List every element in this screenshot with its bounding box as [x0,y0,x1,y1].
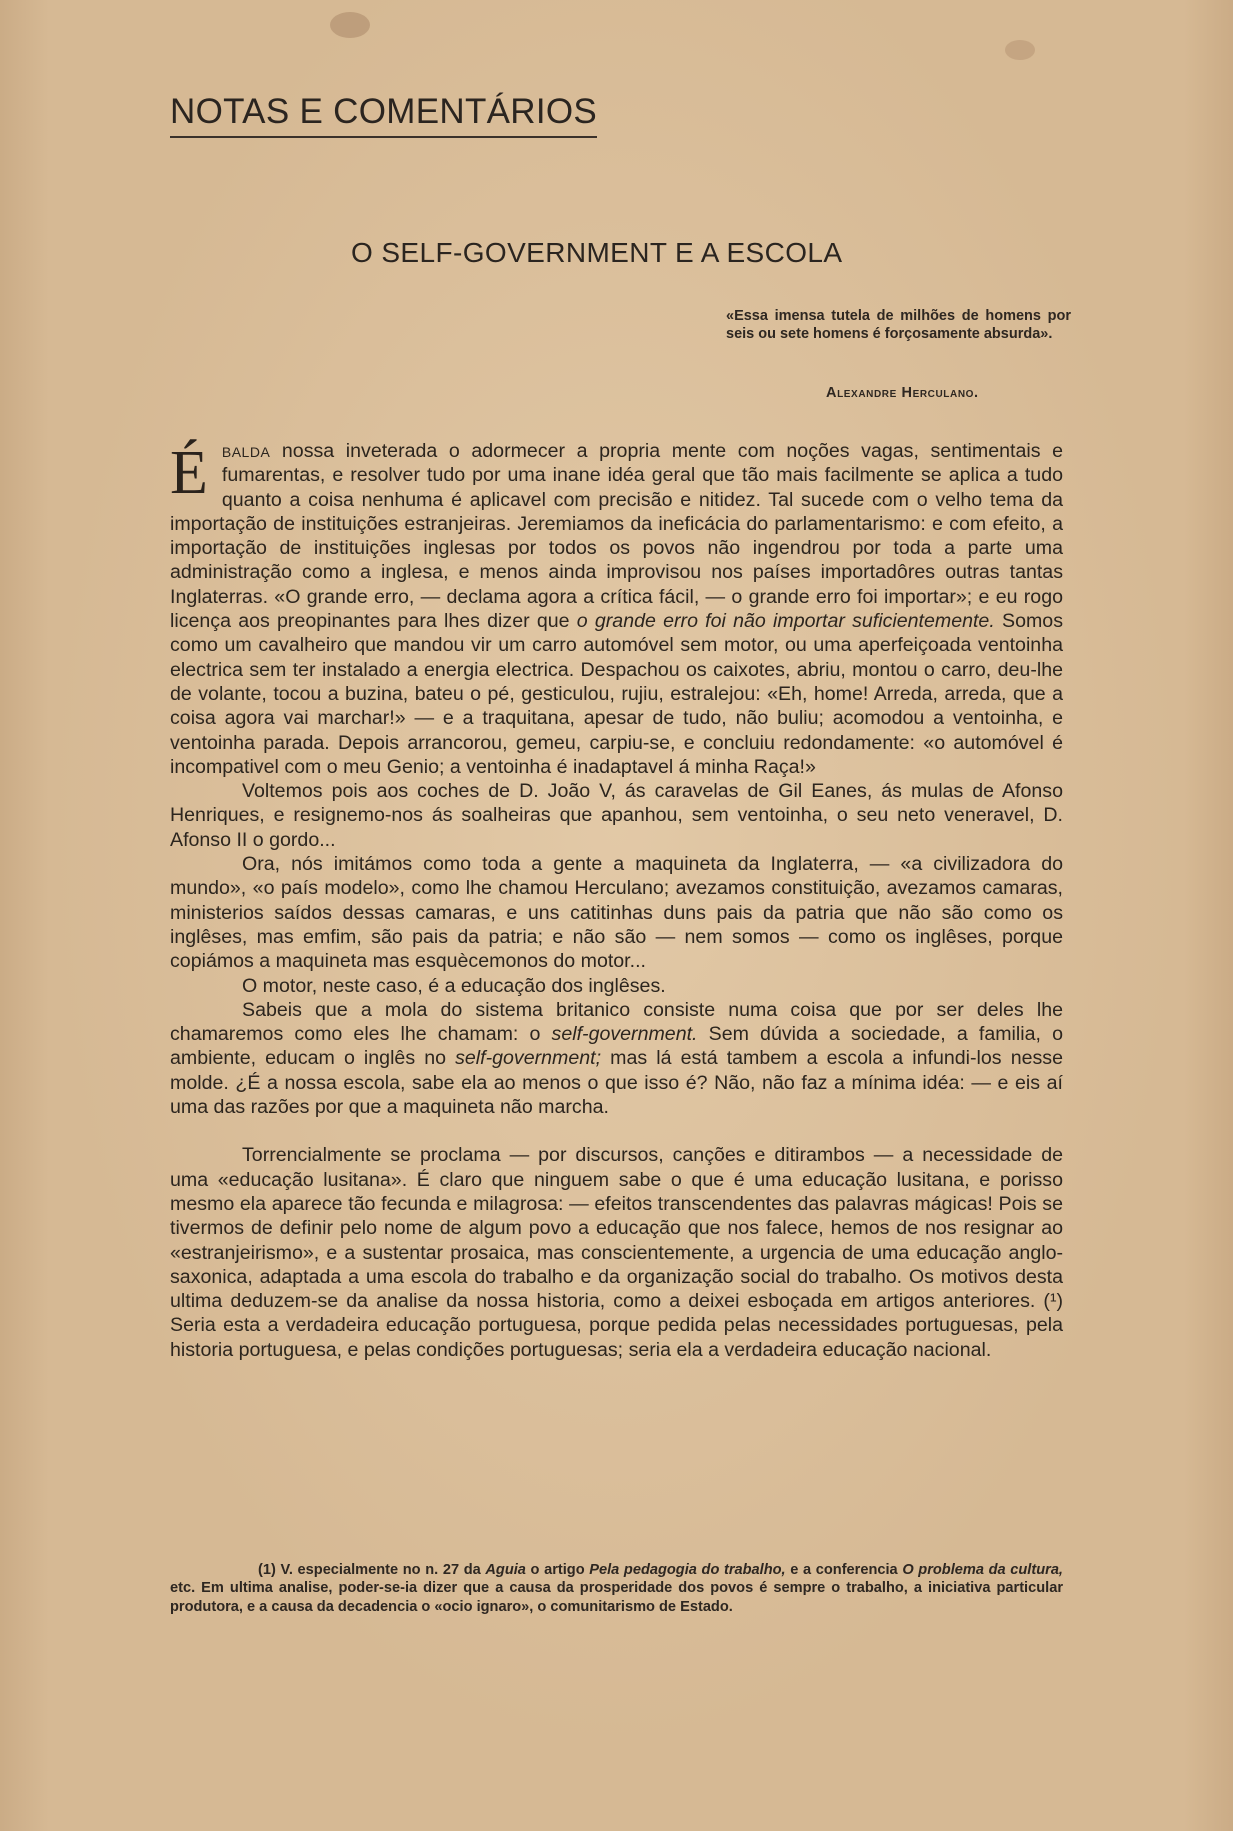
article-body [170,439,1063,1362]
opening-word: balda [221,440,271,462]
footnote [170,1561,1063,1616]
epigraph-quote: «Essa imensa tutela de milhões de homens por seis ou sete homens é forçosamente absurda». [726,308,1071,342]
paragraph [170,998,1063,1119]
footnote-emphasis: O problema da cultura, [902,1562,1063,1578]
paragraph: Ora, nós imitámos como toda a gente a maquineta da Inglaterra, — «a civilizadora do mundo», «o país modelo», como lhe chamou Herculano; avezamos constituição, avezamos camaras, ministerios saídos dessas camaras, e uns catitinhas duns pais da patria que não são como os inglêses, mas emfim, são pais da patria; e não são — nem somos — como os inglêses, porque copiámos a maquineta mas esquècemonos do motor... [170,853,1063,973]
footnote-part: etc. Em ultima analise, poder-se-ia dizer que a causa da prosperidade dos povos é sempre o trabalho, a iniciativa particular produtora, e a causa da decadencia o «ocio ignaro», o comunitarismo de Estado. [170,1580,1063,1615]
paragraph-text: Sabeis que a mola do sistema britanico consiste numa coisa que por ser deles lhe chamaremos como eles lhe chamam: o [170,998,1063,1046]
epigraph-author: Alexandre Herculano. [826,385,979,401]
drop-cap: É [170,439,208,507]
section-heading: NOTAS E COMENTÁRIOS [170,92,597,138]
paragraph-text: Sem dúvida a sociedade, a familia, o ambiente, educam o inglês no [170,1023,1063,1070]
paragraph: Voltemos pois aos coches de D. João V, ás caravelas de Gil Eanes, ás mulas de Afonso Henriques, e resignemo-nos ás soalheiras que apanhou, sem ventoinha, o seu neto veneravel, D. Afonso II o gordo... [170,780,1063,851]
paper-stain [1005,40,1035,60]
emphasis-text: self-government. [551,1023,698,1046]
paragraph: Torrencialmente se proclama — por discursos, canções e ditirambos — a necessidade de uma «educação lusitana». É claro que ninguem sabe o que é uma educação lusitana, e porisso mesmo ela aparece tão fecunda e milagrosa: — efeitos transcendentes das palavras mágicas! Pois se tivermos de definir pelo nome de algum povo a educação que nos falece, hemos de nos resignar ao «estranjeirismo», e a sustentar prosaica, mas conscientemente, a urgencia de uma educação anglo-saxonica, adaptada a uma escola do trabalho e da organização social do trabalho. Os motivos desta ultima deduzem-se da analise da nossa historia, como a deixei esboçada em artigos anteriores. (¹) Seria esta a verdadeira educação portuguesa, porque pedida pelas necessidades portuguesas, pela historia portuguesa, e pelas condições portuguesas; seria ela a verdadeira educação nacional. [170,1144,1063,1361]
emphasis-text: o grande erro foi não importar suficientemente. [576,610,995,633]
emphasis-text: self-government; [455,1047,602,1070]
article-title: O SELF-GOVERNMENT E A ESCOLA [351,237,843,268]
footnote-text [170,1561,1063,1616]
footnote-part: e a conferencia [785,1562,903,1578]
paragraph-text: Somos como um cavalheiro que mandou vir um carro automóvel sem motor, ou uma aperfeiçoada ventoinha electrica sem ter instalado a energia electrica. Despachou os caixotes, abriu, montou o carro, deu-lhe de volante, tocou a buzina, bateu o pé, gesticulou, rujiu, estralejou: «Eh, home! Arreda, arreda, que a coisa agora vai marchar!» — e a traquitana, apesar de tudo, não buliu; acomodou a ventoinha, e ventoinha parada. Depois arrancorou, gemeu, carpiu-se, e concluiu redondamente: «o automóvel é incompativel com o meu Genio; a ventoinha é inadaptavel á minha Raça!» [170,610,1063,778]
paragraph-text: mas lá está tambem a escola a infundi-los nesse molde. ¿É a nossa escola, sabe ela ao menos o que isso é? Não, não faz a mínima idéa: — e eis aí uma das razões por que a maquineta não marcha. [170,1047,1063,1119]
footnote-part: (1) V. especialmente no n. 27 da [258,1562,486,1578]
footnote-part: o artigo [525,1562,590,1578]
footnote-emphasis: Pela pedagogia do trabalho, [589,1562,786,1578]
footnote-emphasis: Aguia [485,1562,526,1578]
paragraph [170,439,1063,779]
paper-stain [330,12,370,38]
paragraph: O motor, neste caso, é a educação dos inglêses. [242,974,666,997]
paragraph-text: nossa inveterada o adormecer a propria mente com noções vagas, sentimentais e fumarentas, e resolver tudo por uma inane idéa geral que tão mais facilmente se aplica a tudo quanto a coisa nenhuma é aplicavel com precisão e nitidez. Tal sucede com o velho tema da importação de instituições estranjeiras. Jeremiamos da ineficácia do parlamentarismo: e com efeito, a importação de instituições inglesas por todos os povos não ingendrou por toda a parte uma administração como a inglesa, e menos ainda improvisou nos países importadôres outras tantas Inglaterras. «O grande erro, — declama agora a crítica fácil, — o grande erro foi importar»; e eu rogo licença aos preopinantes para lhes dizer que [170,440,1063,633]
